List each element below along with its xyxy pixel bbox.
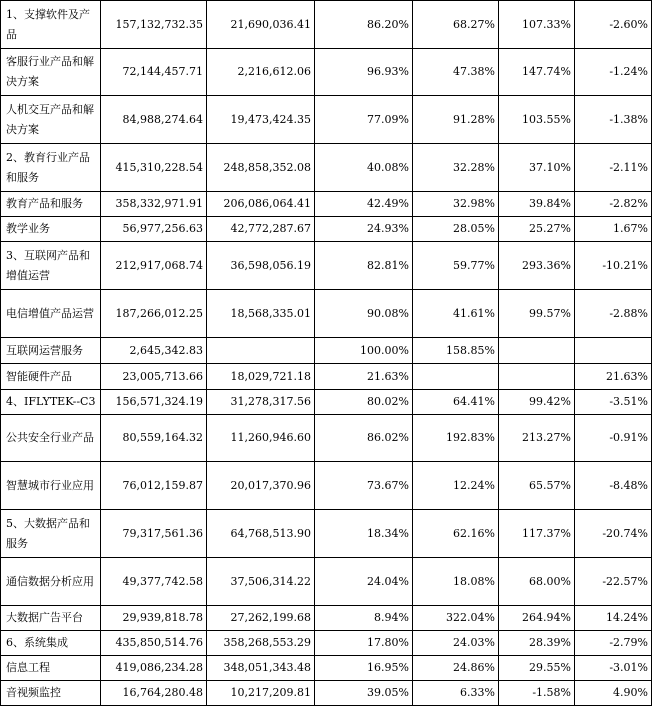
row-name: 音视频监控 <box>1 681 101 706</box>
cell-col5: 37.10% <box>499 144 575 192</box>
cell-col5: 264.94% <box>499 606 575 631</box>
cell-col6: -2.79% <box>575 631 652 656</box>
cell-col5: 293.36% <box>499 242 575 290</box>
cell-col3: 73.67% <box>315 462 413 510</box>
cell-col4: 64.41% <box>413 390 499 415</box>
cell-col2: 18,029,721.18 <box>207 364 315 390</box>
cell-col6: -3.01% <box>575 656 652 681</box>
table-row <box>1 558 652 606</box>
row-name: 教育产品和服务 <box>1 192 101 217</box>
cell-col3: 16.95% <box>315 656 413 681</box>
table-row <box>1 606 652 631</box>
row-name: 1、支撑软件及产品 <box>1 1 101 49</box>
cell-col6: -22.57% <box>575 558 652 606</box>
cell-col3: 17.80% <box>315 631 413 656</box>
cell-col4: 24.86% <box>413 656 499 681</box>
cell-col1: 156,571,324.19 <box>101 390 207 415</box>
cell-col3: 24.93% <box>315 217 413 242</box>
cell-col5: -1.58% <box>499 681 575 706</box>
cell-col6: 21.63% <box>575 364 652 390</box>
cell-col2: 27,262,199.68 <box>207 606 315 631</box>
row-name: 公共安全行业产品 <box>1 415 101 462</box>
cell-col5: 99.57% <box>499 290 575 338</box>
cell-col3: 39.05% <box>315 681 413 706</box>
cell-col1: 212,917,068.74 <box>101 242 207 290</box>
cell-col2: 21,690,036.41 <box>207 1 315 49</box>
cell-col1: 72,144,457.71 <box>101 49 207 96</box>
cell-col6: -2.11% <box>575 144 652 192</box>
table-row <box>1 681 652 706</box>
table-row <box>1 364 652 390</box>
table-row <box>1 1 652 49</box>
row-name: 4、IFLYTEK--C3 <box>1 390 101 415</box>
cell-col1: 23,005,713.66 <box>101 364 207 390</box>
cell-col4: 59.77% <box>413 242 499 290</box>
row-name: 人机交互产品和解决方案 <box>1 96 101 144</box>
cell-col6 <box>575 338 652 364</box>
table-row <box>1 631 652 656</box>
cell-col1: 84,988,274.64 <box>101 96 207 144</box>
cell-col4: 6.33% <box>413 681 499 706</box>
cell-col6: -0.91% <box>575 415 652 462</box>
cell-col3: 96.93% <box>315 49 413 96</box>
table-row <box>1 96 652 144</box>
cell-col5: 28.39% <box>499 631 575 656</box>
row-name: 5、大数据产品和服务 <box>1 510 101 558</box>
cell-col2 <box>207 338 315 364</box>
row-name: 6、系统集成 <box>1 631 101 656</box>
cell-col2: 64,768,513.90 <box>207 510 315 558</box>
cell-col5: 68.00% <box>499 558 575 606</box>
cell-col1: 419,086,234.28 <box>101 656 207 681</box>
cell-col5: 103.55% <box>499 96 575 144</box>
cell-col2: 2,216,612.06 <box>207 49 315 96</box>
cell-col5: 99.42% <box>499 390 575 415</box>
cell-col4: 91.28% <box>413 96 499 144</box>
cell-col1: 80,559,164.32 <box>101 415 207 462</box>
cell-col3: 18.34% <box>315 510 413 558</box>
cell-col3: 82.81% <box>315 242 413 290</box>
cell-col6: -10.21% <box>575 242 652 290</box>
table-row <box>1 242 652 290</box>
cell-col6: -8.48% <box>575 462 652 510</box>
cell-col2: 20,017,370.96 <box>207 462 315 510</box>
cell-col2: 37,506,314.22 <box>207 558 315 606</box>
cell-col4: 12.24% <box>413 462 499 510</box>
cell-col2: 248,858,352.08 <box>207 144 315 192</box>
cell-col3: 86.02% <box>315 415 413 462</box>
row-name: 教学业务 <box>1 217 101 242</box>
cell-col4: 32.28% <box>413 144 499 192</box>
cell-col6: -2.60% <box>575 1 652 49</box>
cell-col6: 1.67% <box>575 217 652 242</box>
cell-col4: 47.38% <box>413 49 499 96</box>
table-row <box>1 290 652 338</box>
cell-col2: 42,772,287.67 <box>207 217 315 242</box>
table-row <box>1 338 652 364</box>
cell-col5: 65.57% <box>499 462 575 510</box>
cell-col3: 42.49% <box>315 192 413 217</box>
cell-col2: 19,473,424.35 <box>207 96 315 144</box>
row-name: 3、互联网产品和增值运营 <box>1 242 101 290</box>
cell-col5: 25.27% <box>499 217 575 242</box>
table-row <box>1 192 652 217</box>
cell-col1: 76,012,159.87 <box>101 462 207 510</box>
table-row <box>1 415 652 462</box>
row-name: 智慧城市行业应用 <box>1 462 101 510</box>
cell-col6: -20.74% <box>575 510 652 558</box>
cell-col2: 348,051,343.48 <box>207 656 315 681</box>
cell-col1: 187,266,012.25 <box>101 290 207 338</box>
cell-col4: 158.85% <box>413 338 499 364</box>
cell-col2: 18,568,335.01 <box>207 290 315 338</box>
cell-col3: 21.63% <box>315 364 413 390</box>
table-row <box>1 49 652 96</box>
table-row <box>1 390 652 415</box>
cell-col1: 415,310,228.54 <box>101 144 207 192</box>
cell-col6: -3.51% <box>575 390 652 415</box>
cell-col4: 322.04% <box>413 606 499 631</box>
cell-col2: 36,598,056.19 <box>207 242 315 290</box>
cell-col5: 107.33% <box>499 1 575 49</box>
cell-col2: 10,217,209.81 <box>207 681 315 706</box>
cell-col1: 56,977,256.63 <box>101 217 207 242</box>
cell-col3: 77.09% <box>315 96 413 144</box>
cell-col5: 147.74% <box>499 49 575 96</box>
row-name: 2、教育行业产品和服务 <box>1 144 101 192</box>
cell-col5 <box>499 364 575 390</box>
cell-col2: 358,268,553.29 <box>207 631 315 656</box>
cell-col3: 8.94% <box>315 606 413 631</box>
cell-col5: 117.37% <box>499 510 575 558</box>
cell-col6: 4.90% <box>575 681 652 706</box>
cell-col5: 29.55% <box>499 656 575 681</box>
cell-col4: 41.61% <box>413 290 499 338</box>
cell-col1: 2,645,342.83 <box>101 338 207 364</box>
cell-col1: 16,764,280.48 <box>101 681 207 706</box>
table-row <box>1 656 652 681</box>
table-body <box>1 1 652 706</box>
cell-col4: 62.16% <box>413 510 499 558</box>
cell-col1: 29,939,818.78 <box>101 606 207 631</box>
cell-col4: 68.27% <box>413 1 499 49</box>
cell-col1: 358,332,971.91 <box>101 192 207 217</box>
cell-col4: 28.05% <box>413 217 499 242</box>
cell-col1: 49,377,742.58 <box>101 558 207 606</box>
cell-col4 <box>413 364 499 390</box>
cell-col6: 14.24% <box>575 606 652 631</box>
cell-col1: 79,317,561.36 <box>101 510 207 558</box>
cell-col1: 435,850,514.76 <box>101 631 207 656</box>
cell-col6: -1.24% <box>575 49 652 96</box>
cell-col5: 213.27% <box>499 415 575 462</box>
table-row <box>1 462 652 510</box>
cell-col2: 11,260,946.60 <box>207 415 315 462</box>
table-row <box>1 510 652 558</box>
cell-col6: -1.38% <box>575 96 652 144</box>
table-row <box>1 217 652 242</box>
cell-col2: 31,278,317.56 <box>207 390 315 415</box>
table-row <box>1 144 652 192</box>
row-name: 通信数据分析应用 <box>1 558 101 606</box>
row-name: 智能硬件产品 <box>1 364 101 390</box>
cell-col3: 80.02% <box>315 390 413 415</box>
cell-col4: 24.03% <box>413 631 499 656</box>
cell-col5 <box>499 338 575 364</box>
row-name: 客服行业产品和解决方案 <box>1 49 101 96</box>
cell-col2: 206,086,064.41 <box>207 192 315 217</box>
row-name: 大数据广告平台 <box>1 606 101 631</box>
cell-col6: -2.82% <box>575 192 652 217</box>
cell-col3: 100.00% <box>315 338 413 364</box>
cell-col3: 24.04% <box>315 558 413 606</box>
cell-col1: 157,132,732.35 <box>101 1 207 49</box>
cell-col6: -2.88% <box>575 290 652 338</box>
cell-col4: 32.98% <box>413 192 499 217</box>
cell-col4: 192.83% <box>413 415 499 462</box>
row-name: 电信增值产品运营 <box>1 290 101 338</box>
row-name: 信息工程 <box>1 656 101 681</box>
cell-col3: 90.08% <box>315 290 413 338</box>
cell-col3: 40.08% <box>315 144 413 192</box>
cell-col4: 18.08% <box>413 558 499 606</box>
row-name: 互联网运营服务 <box>1 338 101 364</box>
cell-col3: 86.20% <box>315 1 413 49</box>
cell-col5: 39.84% <box>499 192 575 217</box>
